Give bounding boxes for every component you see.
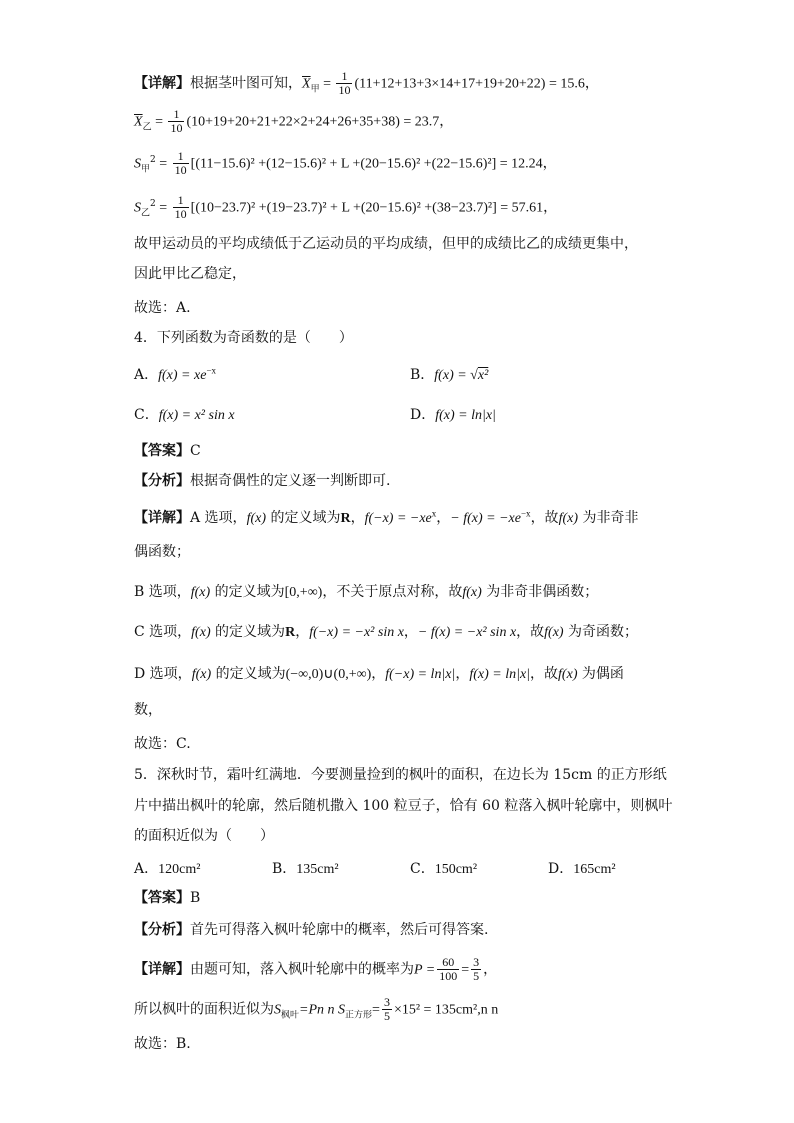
q3-sjia-line: $S_甲^2$ = $\frac{1}{10}$ [(11−15.6)² +(12−15.6)² + L +(20−15.6)² +(22−15.6)²] = 12.24， <box>134 149 557 177</box>
q4-detail-d-cont: 数， <box>134 702 162 718</box>
fraction: $\frac{3}{5}$ <box>383 995 390 1023</box>
fraction: $\frac{3}{5}$ <box>473 955 480 983</box>
q4-detail-b: B 选项，f(x) 的定义域为[0,+∞)，不关于原点对称，故f(x) 为非奇非偶函数； <box>134 584 599 600</box>
fraction: $\frac{1}{10}$ <box>338 69 351 97</box>
mean-symbol: $\overline{X}$ <box>302 76 311 92</box>
q5-area: 所以枫叶的面积近似为$S_{枫叶}=Pn$ n $S_{正方形}=$ $\frac{3}{5}$ ×15² = 135cm²,n n <box>134 995 499 1023</box>
detail-tag: 【详解】 <box>134 75 190 92</box>
fraction: $\frac{1}{10}$ <box>174 149 187 177</box>
q5-option-a: A．120cm² <box>134 861 201 877</box>
q5-stem-3: 的面积近似为（ ） <box>134 828 274 844</box>
q4-option-c: C．f(x) = x² sin x <box>134 407 235 423</box>
q5-answer-line: 故选：B. <box>134 1036 191 1052</box>
q4-option-b: B．f(x) = √x² <box>410 367 489 383</box>
mean-expression: (10+19+20+21+22×2+24+26+35+38) = 23.7 <box>186 114 440 130</box>
q4-option-d: D．f(x) = ln|x| <box>410 407 496 423</box>
q4-answer-line: 故选：C. <box>134 736 191 752</box>
variance-expression: [(10−23.7)² +(19−23.7)² + L +(20−15.6)² +(38−23.7)²] = 57.61 <box>190 200 544 216</box>
q3-xyi-line: $\overline{X}_乙$ = $\frac{1}{10}$ (10+19+20+21+22×2+24+26+35+38) = 23.7， <box>134 107 454 135</box>
q3-conclusion-2: 因此甲比乙稳定， <box>134 266 246 282</box>
q5-option-b: B．135cm² <box>272 861 339 877</box>
q3-conclusion-1: 故甲运动员的平均成绩低于乙运动员的平均成绩，但甲的成绩比乙的成绩更集中， <box>134 236 638 252</box>
q5-option-c: C．150cm² <box>410 861 478 877</box>
mean-subscript: 乙 <box>142 122 152 133</box>
fraction: $\frac{1}{10}$ <box>174 193 187 221</box>
variance-symbol: S <box>134 156 141 172</box>
q4-detail-a-cont: 偶函数； <box>134 544 190 560</box>
mean-expression: (11+12+13+3×14+17+19+20+22) = 15.6 <box>354 76 585 92</box>
fraction: $\frac{1}{10}$ <box>170 107 183 135</box>
variance-expression: [(11−15.6)² +(12−15.6)² + L +(20−15.6)² +(22−15.6)²] = 12.24 <box>190 156 543 172</box>
mean-subscript: 甲 <box>310 84 320 95</box>
mean-symbol: $\overline{X}$ <box>134 114 143 130</box>
q4-option-a: A．$f(x) = xe^{-x}$ <box>134 365 217 383</box>
q4-detail-c: C 选项，f(x) 的定义域为R，f(−x) = −x² sin x，− f(x) = −x² sin x，故f(x) 为奇函数； <box>134 624 639 640</box>
q4-analysis: 【分析】根据奇偶性的定义逐一判断即可. <box>134 473 391 489</box>
q3-xjia-line: 【详解】根据茎叶图可知，$\overline{X}_甲$ = $\frac{1}{10}$ (11+12+13+3×14+17+19+20+22) = 15.6， <box>134 69 599 97</box>
q4-detail-a: 【详解】A 选项，f(x) 的定义域为R，$f(-x) = -xe^x$，− $f(x) = -xe^{-x}$，故f(x) 为非奇非 <box>134 508 639 526</box>
detail-intro: 根据茎叶图可知， <box>190 75 302 92</box>
q5-stem-1: 5．深秋时节，霜叶红满地．今要测量捡到的枫叶的面积，在边长为 15cm 的正方形纸 <box>134 767 667 783</box>
q4-answer: 【答案】C <box>134 443 201 459</box>
q5-option-d: D．165cm² <box>548 861 616 877</box>
fraction: $\frac{60}{100}$ <box>439 955 458 983</box>
q4-stem: 4．下列函数为奇函数的是（ ） <box>134 330 353 346</box>
q3-syi-line: $S_乙^2$ = $\frac{1}{10}$ [(10−23.7)² +(19−23.7)² + L +(20−15.6)² +(38−23.7)²] = 57.61， <box>134 193 558 221</box>
variance-symbol: S <box>134 200 141 216</box>
q5-answer: 【答案】B <box>134 890 201 906</box>
q5-stem-2: 片中描出枫叶的轮廓，然后随机撒入 100 粒豆子，恰有 60 粒落入枫叶轮廓中，则枫叶 <box>134 798 673 814</box>
q4-detail-d: D 选项，f(x) 的定义域为(−∞,0)∪(0,+∞)，f(−x) = ln|x|，f(x) = ln|x|，故f(x) 为偶函 <box>134 666 624 682</box>
q5-analysis: 【分析】首先可得落入枫叶轮廓中的概率，然后可得答案. <box>134 922 489 938</box>
q5-detail: 【详解】由题可知，落入枫叶轮廓中的概率为P = $\frac{60}{100}$ = $\frac{3}{5}$ ， <box>134 955 498 983</box>
q3-answer-line: 故选：A. <box>134 300 191 316</box>
